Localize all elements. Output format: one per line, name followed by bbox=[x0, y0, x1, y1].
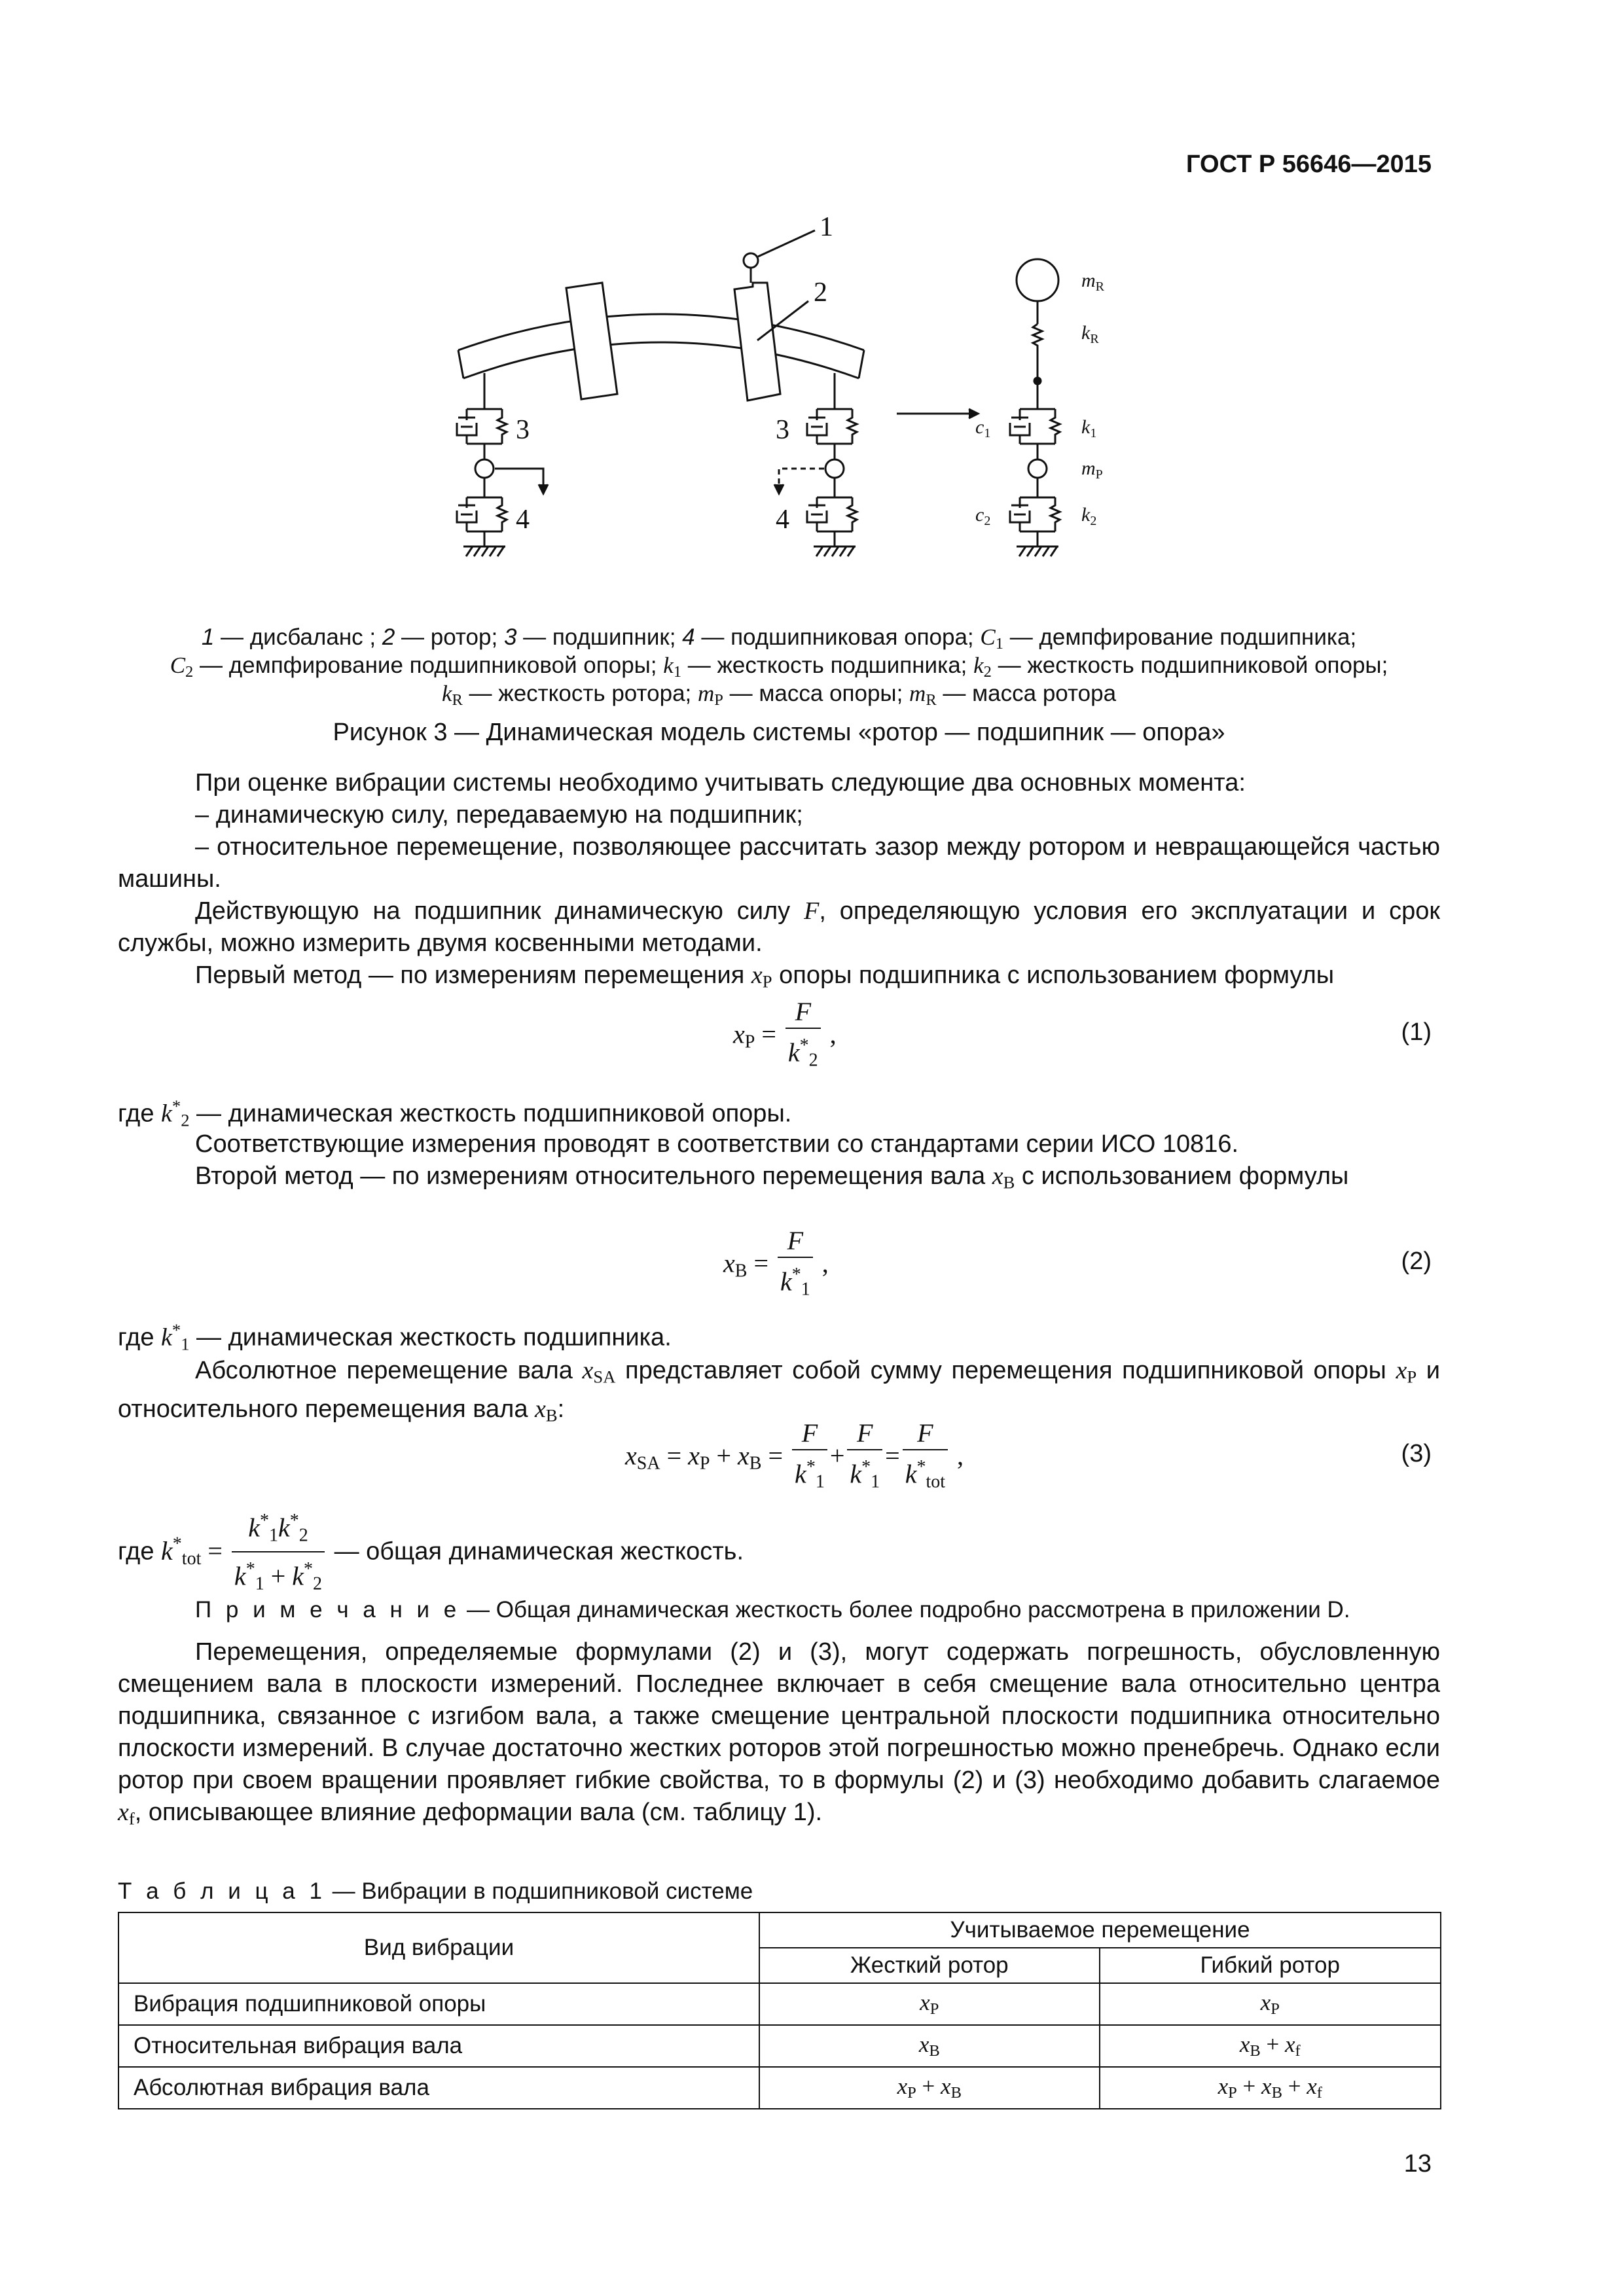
lumped-model bbox=[1010, 259, 1060, 556]
figure-legend-line-3: $k_R$ — жесткость ротора; $m_P$ — масса опоры; $m_R$ — масса ротора bbox=[441, 681, 1117, 709]
row-rigid: $x_P + x_B$ bbox=[759, 2067, 1100, 2109]
rotor-bearing-figure bbox=[445, 209, 1191, 615]
model-label-c2: $c_2$ bbox=[975, 504, 991, 528]
rotor-mass bbox=[1017, 259, 1058, 301]
row-flex: $x_P$ bbox=[1100, 1983, 1441, 2025]
paragraph-intro: При оценке вибрации системы необходимо учитывать следующие два основных момента: bbox=[195, 769, 1246, 797]
paragraph-errors: Перемещения, определяемые формулами (2) и (3), могут содержать погрешность, обусловленную смещением вала в плоскости измерений. Последнее включает в себя смещение вала относительно центра подшипника, связанное с изгибом вала, а также смещение центральной плоскости подшипника относительно плоскости измерений. В случае достаточно жестких роторов этой погрешностью можно пренебречь. Однако если ротор при своем вращении проявляет гибкие свойства, то в формулы (2) и (3) необходимо добавить слагаемое $x_f$, описывающее влияние деформации вала (см. таблицу 1). bbox=[118, 1638, 1440, 1829]
table-header-row bbox=[118, 1912, 1441, 1948]
equation-2: $x_B$ = $\frac{F}{k^*_1}$ , bbox=[723, 1226, 829, 1300]
page-number: 13 bbox=[1403, 2150, 1432, 2178]
equation-number-2: (2) bbox=[1401, 1247, 1432, 1275]
model-label-mR: $m_R$ bbox=[1081, 270, 1105, 294]
paragraph-force: Действующую на подшипник динамическую силу F, определяющую условия его эксплуатации и срок службы, можно измерить двумя косвенными методами. bbox=[118, 897, 1440, 957]
table-row bbox=[118, 2025, 1441, 2067]
list-item-force: – динамическую силу, передаваемую на подшипник; bbox=[195, 801, 803, 829]
equation-number-3: (3) bbox=[1401, 1440, 1432, 1467]
rotor-disk-left bbox=[566, 283, 617, 399]
figure-title: Рисунок 3 — Динамическая модель системы «ротор — подшипник — опора» bbox=[333, 719, 1225, 746]
label-1: 1 bbox=[820, 212, 833, 242]
equation-3: $x_{SA} = x_P + x_B$ = $\frac{F}{k^*_1}$ + $\frac{F}{k^*_1}$ = $\frac{F}{k^*_{tot}}$ , bbox=[625, 1418, 964, 1492]
table-row bbox=[118, 2067, 1441, 2109]
row-kind: Вибрация подшипниковой опоры bbox=[118, 1983, 759, 2025]
equation-1: $x_P$ = $\frac{F}{k^*_2}$ , bbox=[733, 997, 837, 1071]
rotor-curve-top bbox=[458, 314, 864, 350]
label-4-left: 4 bbox=[516, 505, 530, 535]
where-ktot: где $k^*_{tot}$ = $\frac{k^*_1k^*_2}{k^*_1 + k^*_2}$ — общая динамическая жесткость. bbox=[118, 1505, 1440, 1602]
row-flex: $x_P + x_B + x_f$ bbox=[1100, 2067, 1441, 2109]
rotor-curve-bottom bbox=[463, 342, 859, 378]
label-3-right: 3 bbox=[776, 415, 789, 445]
note: П р и м е ч а н и е — Общая динамическая жесткость более подробно рассмотрена в приложении D. bbox=[195, 1597, 1350, 1623]
row-rigid: $x_P$ bbox=[759, 1983, 1100, 2025]
vibration-table bbox=[118, 1912, 1441, 2109]
figure-legend-line-1: 1 — дисбаланс ; 2 — ротор; 3 — подшипник; 4 — подшипниковая опора; $C_1$ — демпфирование подшипника; bbox=[201, 624, 1357, 653]
paragraph-method-1: Первый метод — по измерениям перемещения $x_P$ опоры подшипника с использованием формулы bbox=[195, 961, 1335, 992]
table-row bbox=[118, 1983, 1441, 2025]
where-k2: где $k^*_2$ — динамическая жесткость подшипниковой опоры. bbox=[118, 1096, 792, 1130]
header-rigid: Жесткий ротор bbox=[759, 1948, 1100, 1983]
label-3-left: 3 bbox=[516, 415, 530, 445]
figure-legend-line-2: $C_2$ — демпфирование подшипниковой опоры; $k_1$ — жесткость подшипника; $k_2$ — жесткость подшипниковой опоры; bbox=[170, 653, 1388, 681]
list-item-displacement: – относительное перемещение, позволяющее рассчитать зазор между ротором и невращающейся частью машины. bbox=[118, 833, 1440, 893]
row-flex: $x_B + x_f$ bbox=[1100, 2025, 1441, 2067]
model-label-c1: $c_1$ bbox=[975, 416, 991, 440]
table-caption: Т а б л и ц а 1 — Вибрации в подшипниковой системе bbox=[118, 1878, 753, 1904]
left-support bbox=[457, 373, 548, 556]
label-4-right: 4 bbox=[776, 505, 789, 535]
model-label-kR: $k_R$ bbox=[1081, 322, 1099, 346]
equation-number-1: (1) bbox=[1401, 1018, 1432, 1046]
paragraph-absolute: Абсолютное перемещение вала $x_{SA}$ представляет собой сумму перемещения подшипниковой опоры $x_P$ и относительного перемещения вала $x_B$: bbox=[118, 1357, 1440, 1426]
paragraph-method-2: Второй метод — по измерениям относительного перемещения вала $x_B$ с использованием формулы bbox=[195, 1162, 1349, 1193]
model-label-k1: $k_1$ bbox=[1081, 416, 1097, 440]
model-label-mP: $m_P$ bbox=[1081, 457, 1103, 482]
row-rigid: $x_B$ bbox=[759, 2025, 1100, 2067]
row-kind: Абсолютная вибрация вала bbox=[118, 2067, 759, 2109]
row-kind: Относительная вибрация вала bbox=[118, 2025, 759, 2067]
label-2: 2 bbox=[814, 278, 827, 308]
header-group: Учитываемое перемещение bbox=[759, 1912, 1441, 1948]
rotor-disk-right bbox=[734, 283, 780, 401]
header-flex: Гибкий ротор bbox=[1100, 1948, 1441, 1983]
document-header: ГОСТ Р 56646—2015 bbox=[1186, 151, 1432, 178]
paragraph-iso: Соответствующие измерения проводят в соответствии со стандартами серии ИСО 10816. bbox=[195, 1130, 1239, 1158]
where-k1: где $k^*_1$ — динамическая жесткость подшипника. bbox=[118, 1320, 672, 1354]
model-label-k2: $k_2$ bbox=[1081, 504, 1097, 528]
support-mass bbox=[1028, 459, 1047, 478]
unbalance-mass bbox=[744, 253, 758, 268]
header-kind: Вид вибрации bbox=[118, 1912, 759, 1983]
